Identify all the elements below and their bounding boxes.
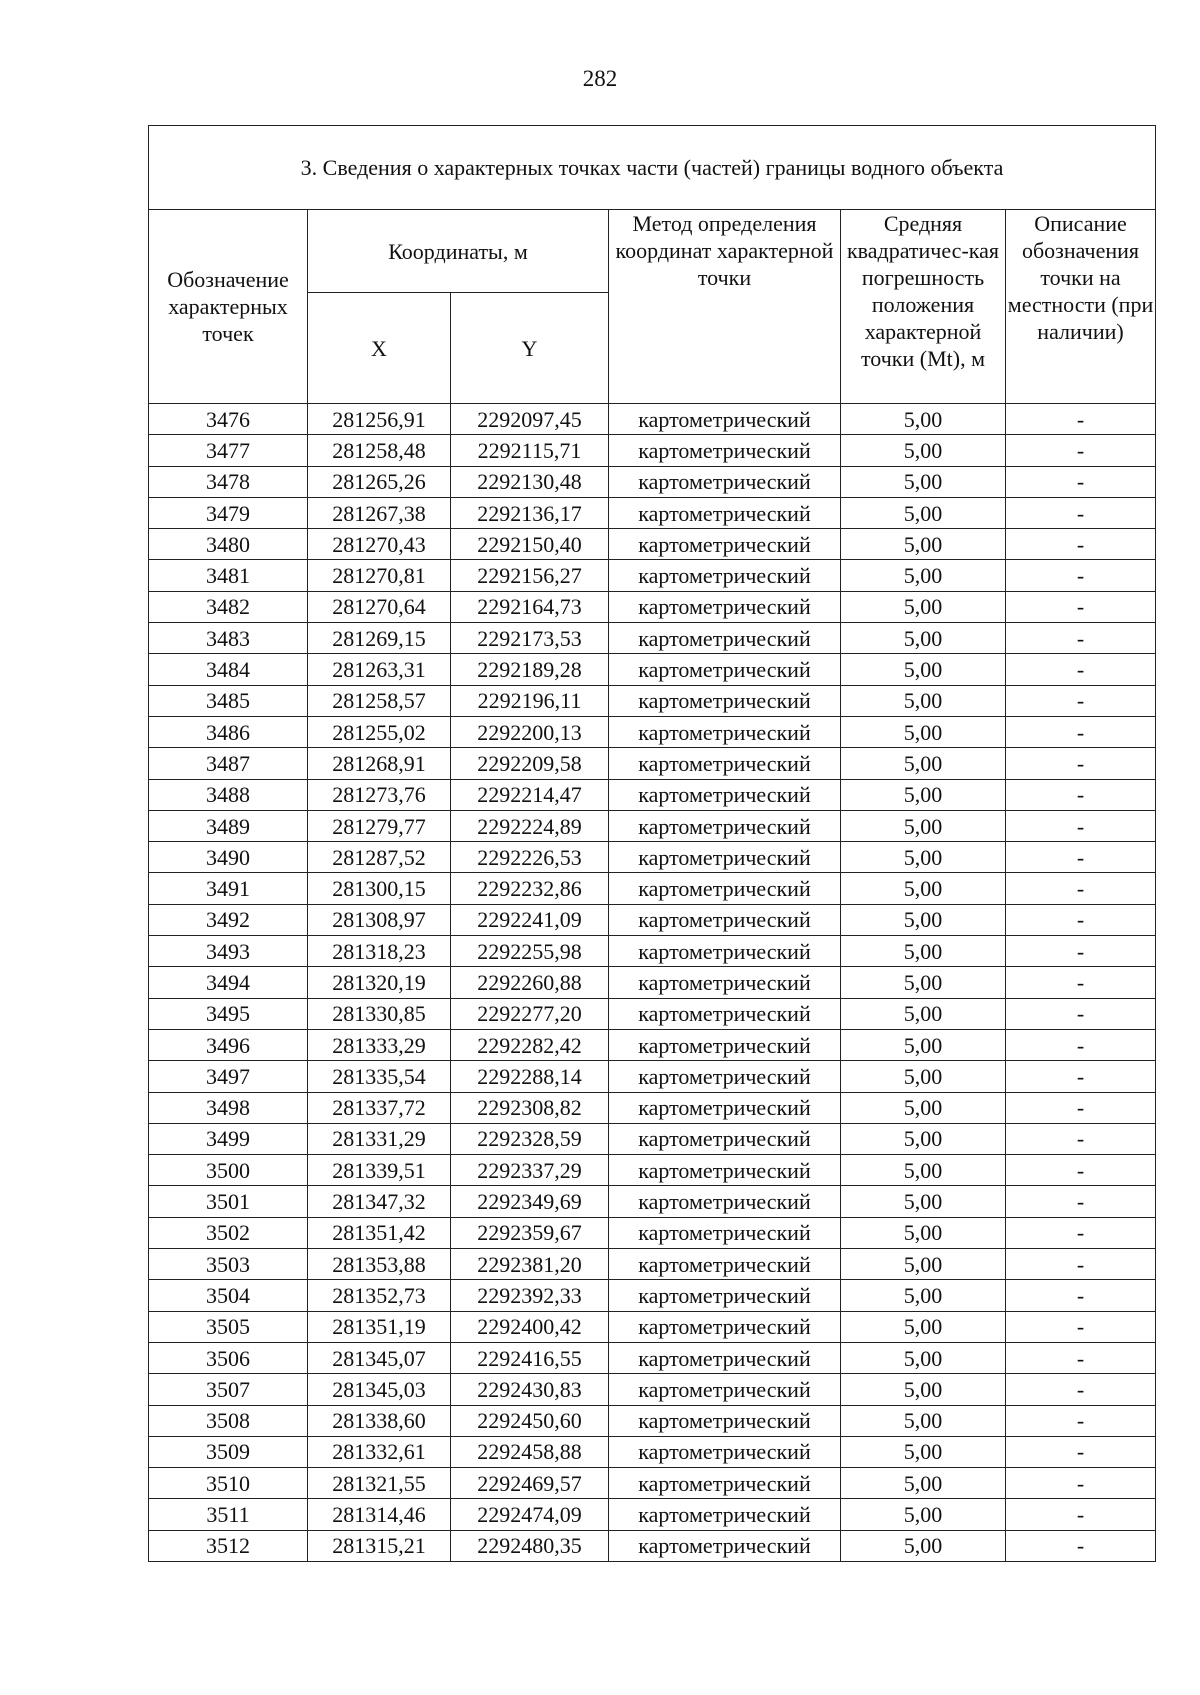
- table-row: [149, 936, 1156, 967]
- point-id-cell: 3507: [149, 1374, 308, 1405]
- x-coordinate-cell: 281258,48: [308, 435, 451, 466]
- error-cell: 5,00: [841, 904, 1006, 935]
- error-cell: 5,00: [841, 560, 1006, 591]
- x-coordinate-cell: 281273,76: [308, 779, 451, 810]
- point-id-cell: 3479: [149, 497, 308, 528]
- table-row: [149, 1217, 1156, 1248]
- header-x: X: [308, 293, 451, 404]
- y-coordinate-cell: 2292226,53: [451, 842, 609, 873]
- x-coordinate-cell: 281320,19: [308, 967, 451, 998]
- point-id-cell: 3493: [149, 936, 308, 967]
- error-cell: 5,00: [841, 748, 1006, 779]
- point-id-cell: 3508: [149, 1405, 308, 1436]
- error-cell: 5,00: [841, 1280, 1006, 1311]
- header-y: Y: [451, 293, 609, 404]
- method-cell: картометрический: [609, 873, 841, 904]
- error-cell: 5,00: [841, 404, 1006, 435]
- point-id-cell: 3481: [149, 560, 308, 591]
- description-cell: -: [1006, 654, 1156, 685]
- y-coordinate-cell: 2292480,35: [451, 1530, 609, 1561]
- method-cell: картометрический: [609, 435, 841, 466]
- y-coordinate-cell: 2292337,29: [451, 1155, 609, 1186]
- error-cell: 5,00: [841, 1468, 1006, 1499]
- description-cell: -: [1006, 1061, 1156, 1092]
- method-cell: картометрический: [609, 560, 841, 591]
- table-body: [149, 404, 1156, 1562]
- method-cell: картометрический: [609, 967, 841, 998]
- y-coordinate-cell: 2292164,73: [451, 591, 609, 622]
- y-coordinate-cell: 2292209,58: [451, 748, 609, 779]
- header-method: Метод определения координат характерной точки: [609, 210, 841, 404]
- description-cell: -: [1006, 529, 1156, 560]
- y-coordinate-cell: 2292474,09: [451, 1499, 609, 1530]
- description-cell: -: [1006, 1280, 1156, 1311]
- method-cell: картометрический: [609, 1374, 841, 1405]
- point-id-cell: 3509: [149, 1436, 308, 1467]
- description-cell: -: [1006, 435, 1156, 466]
- method-cell: картометрический: [609, 1468, 841, 1499]
- table-row: [149, 654, 1156, 685]
- header-designation: Обозначение характерных точек: [149, 210, 308, 404]
- point-id-cell: 3502: [149, 1217, 308, 1248]
- error-cell: 5,00: [841, 967, 1006, 998]
- x-coordinate-cell: 281269,15: [308, 623, 451, 654]
- description-cell: -: [1006, 716, 1156, 747]
- error-cell: 5,00: [841, 1123, 1006, 1154]
- error-cell: 5,00: [841, 654, 1006, 685]
- table-row: [149, 842, 1156, 873]
- table-row: [149, 998, 1156, 1029]
- description-cell: -: [1006, 842, 1156, 873]
- x-coordinate-cell: 281335,54: [308, 1061, 451, 1092]
- y-coordinate-cell: 2292260,88: [451, 967, 609, 998]
- table-row: [149, 1342, 1156, 1373]
- error-cell: 5,00: [841, 1311, 1006, 1342]
- y-coordinate-cell: 2292469,57: [451, 1468, 609, 1499]
- table-row: [149, 1123, 1156, 1154]
- method-cell: картометрический: [609, 1217, 841, 1248]
- method-cell: картометрический: [609, 529, 841, 560]
- method-cell: картометрический: [609, 1029, 841, 1060]
- description-cell: -: [1006, 560, 1156, 591]
- error-cell: 5,00: [841, 810, 1006, 841]
- error-cell: 5,00: [841, 466, 1006, 497]
- table-row: [149, 810, 1156, 841]
- point-id-cell: 3490: [149, 842, 308, 873]
- point-id-cell: 3500: [149, 1155, 308, 1186]
- point-id-cell: 3488: [149, 779, 308, 810]
- table-row: [149, 1280, 1156, 1311]
- description-cell: -: [1006, 497, 1156, 528]
- method-cell: картометрический: [609, 654, 841, 685]
- table-row: [149, 779, 1156, 810]
- error-cell: 5,00: [841, 1061, 1006, 1092]
- y-coordinate-cell: 2292430,83: [451, 1374, 609, 1405]
- method-cell: картометрический: [609, 1405, 841, 1436]
- method-cell: картометрический: [609, 1249, 841, 1280]
- description-cell: -: [1006, 591, 1156, 622]
- error-cell: 5,00: [841, 842, 1006, 873]
- method-cell: картометрический: [609, 1311, 841, 1342]
- table-row: [149, 748, 1156, 779]
- table-row: [149, 1186, 1156, 1217]
- description-cell: -: [1006, 1468, 1156, 1499]
- y-coordinate-cell: 2292400,42: [451, 1311, 609, 1342]
- description-cell: -: [1006, 1530, 1156, 1561]
- point-id-cell: 3477: [149, 435, 308, 466]
- y-coordinate-cell: 2292328,59: [451, 1123, 609, 1154]
- table-row: [149, 1249, 1156, 1280]
- y-coordinate-cell: 2292130,48: [451, 466, 609, 497]
- error-cell: 5,00: [841, 1342, 1006, 1373]
- x-coordinate-cell: 281345,07: [308, 1342, 451, 1373]
- method-cell: картометрический: [609, 1499, 841, 1530]
- error-cell: 5,00: [841, 1092, 1006, 1123]
- x-coordinate-cell: 281352,73: [308, 1280, 451, 1311]
- description-cell: -: [1006, 936, 1156, 967]
- error-cell: 5,00: [841, 529, 1006, 560]
- x-coordinate-cell: 281265,26: [308, 466, 451, 497]
- point-id-cell: 3495: [149, 998, 308, 1029]
- description-cell: -: [1006, 1249, 1156, 1280]
- error-cell: 5,00: [841, 716, 1006, 747]
- header-error: Средняя квадратичес-кая погрешность положения характерной точки (Mt), м: [841, 210, 1006, 404]
- table-row: [149, 1155, 1156, 1186]
- y-coordinate-cell: 2292214,47: [451, 779, 609, 810]
- error-cell: 5,00: [841, 1186, 1006, 1217]
- x-coordinate-cell: 281270,64: [308, 591, 451, 622]
- description-cell: -: [1006, 1186, 1156, 1217]
- y-coordinate-cell: 2292136,17: [451, 497, 609, 528]
- description-cell: -: [1006, 779, 1156, 810]
- x-coordinate-cell: 281256,91: [308, 404, 451, 435]
- point-id-cell: 3483: [149, 623, 308, 654]
- error-cell: 5,00: [841, 591, 1006, 622]
- x-coordinate-cell: 281330,85: [308, 998, 451, 1029]
- x-coordinate-cell: 281270,81: [308, 560, 451, 591]
- header-description: Описание обозначения точки на местности (при наличии): [1006, 210, 1156, 404]
- x-coordinate-cell: 281255,02: [308, 716, 451, 747]
- y-coordinate-cell: 2292359,67: [451, 1217, 609, 1248]
- x-coordinate-cell: 281258,57: [308, 685, 451, 716]
- x-coordinate-cell: 281279,77: [308, 810, 451, 841]
- point-id-cell: 3512: [149, 1530, 308, 1561]
- x-coordinate-cell: 281318,23: [308, 936, 451, 967]
- error-cell: 5,00: [841, 1405, 1006, 1436]
- description-cell: -: [1006, 1436, 1156, 1467]
- x-coordinate-cell: 281308,97: [308, 904, 451, 935]
- method-cell: картометрический: [609, 1092, 841, 1123]
- header-coordinates: Координаты, м: [308, 210, 609, 293]
- point-id-cell: 3501: [149, 1186, 308, 1217]
- description-cell: -: [1006, 810, 1156, 841]
- description-cell: -: [1006, 466, 1156, 497]
- point-id-cell: 3476: [149, 404, 308, 435]
- x-coordinate-cell: 281314,46: [308, 1499, 451, 1530]
- x-coordinate-cell: 281353,88: [308, 1249, 451, 1280]
- point-id-cell: 3482: [149, 591, 308, 622]
- table-row: [149, 591, 1156, 622]
- table-row: [149, 623, 1156, 654]
- point-id-cell: 3487: [149, 748, 308, 779]
- description-cell: -: [1006, 873, 1156, 904]
- error-cell: 5,00: [841, 873, 1006, 904]
- table-row: [149, 967, 1156, 998]
- x-coordinate-cell: 281287,52: [308, 842, 451, 873]
- method-cell: картометрический: [609, 466, 841, 497]
- table-row: [149, 716, 1156, 747]
- y-coordinate-cell: 2292392,33: [451, 1280, 609, 1311]
- x-coordinate-cell: 281345,03: [308, 1374, 451, 1405]
- x-coordinate-cell: 281270,43: [308, 529, 451, 560]
- description-cell: -: [1006, 967, 1156, 998]
- point-id-cell: 3492: [149, 904, 308, 935]
- y-coordinate-cell: 2292282,42: [451, 1029, 609, 1060]
- description-cell: -: [1006, 404, 1156, 435]
- y-coordinate-cell: 2292277,20: [451, 998, 609, 1029]
- page-number: 282: [582, 66, 618, 91]
- x-coordinate-cell: 281321,55: [308, 1468, 451, 1499]
- error-cell: 5,00: [841, 1530, 1006, 1561]
- x-coordinate-cell: 281351,19: [308, 1311, 451, 1342]
- y-coordinate-cell: 2292189,28: [451, 654, 609, 685]
- description-cell: -: [1006, 1155, 1156, 1186]
- y-coordinate-cell: 2292232,86: [451, 873, 609, 904]
- method-cell: картометрический: [609, 1342, 841, 1373]
- y-coordinate-cell: 2292097,45: [451, 404, 609, 435]
- table-row: [149, 1092, 1156, 1123]
- error-cell: 5,00: [841, 1155, 1006, 1186]
- method-cell: картометрический: [609, 1155, 841, 1186]
- table-row: [149, 560, 1156, 591]
- point-id-cell: 3484: [149, 654, 308, 685]
- description-cell: -: [1006, 623, 1156, 654]
- method-cell: картометрический: [609, 497, 841, 528]
- method-cell: картометрический: [609, 904, 841, 935]
- point-id-cell: 3503: [149, 1249, 308, 1280]
- x-coordinate-cell: 281333,29: [308, 1029, 451, 1060]
- method-cell: картометрический: [609, 748, 841, 779]
- method-cell: картометрический: [609, 936, 841, 967]
- table-row: [149, 1061, 1156, 1092]
- point-id-cell: 3498: [149, 1092, 308, 1123]
- x-coordinate-cell: 281267,38: [308, 497, 451, 528]
- description-cell: -: [1006, 1405, 1156, 1436]
- y-coordinate-cell: 2292255,98: [451, 936, 609, 967]
- error-cell: 5,00: [841, 435, 1006, 466]
- error-cell: 5,00: [841, 685, 1006, 716]
- point-id-cell: 3496: [149, 1029, 308, 1060]
- point-id-cell: 3510: [149, 1468, 308, 1499]
- method-cell: картометрический: [609, 1530, 841, 1561]
- method-cell: картометрический: [609, 1186, 841, 1217]
- table-row: [149, 497, 1156, 528]
- error-cell: 5,00: [841, 936, 1006, 967]
- table-row: [149, 1405, 1156, 1436]
- description-cell: -: [1006, 904, 1156, 935]
- point-id-cell: 3486: [149, 716, 308, 747]
- table-row: [149, 1311, 1156, 1342]
- point-id-cell: 3506: [149, 1342, 308, 1373]
- x-coordinate-cell: 281315,21: [308, 1530, 451, 1561]
- table-row: [149, 1468, 1156, 1499]
- method-cell: картометрический: [609, 591, 841, 622]
- x-coordinate-cell: 281332,61: [308, 1436, 451, 1467]
- x-coordinate-cell: 281331,29: [308, 1123, 451, 1154]
- table-row: [149, 466, 1156, 497]
- error-cell: 5,00: [841, 497, 1006, 528]
- y-coordinate-cell: 2292196,11: [451, 685, 609, 716]
- table-row: [149, 873, 1156, 904]
- method-cell: картометрический: [609, 623, 841, 654]
- x-coordinate-cell: 281351,42: [308, 1217, 451, 1248]
- method-cell: картометрический: [609, 716, 841, 747]
- description-cell: -: [1006, 1029, 1156, 1060]
- y-coordinate-cell: 2292173,53: [451, 623, 609, 654]
- error-cell: 5,00: [841, 1217, 1006, 1248]
- error-cell: 5,00: [841, 623, 1006, 654]
- y-coordinate-cell: 2292288,14: [451, 1061, 609, 1092]
- error-cell: 5,00: [841, 1029, 1006, 1060]
- description-cell: -: [1006, 1092, 1156, 1123]
- description-cell: -: [1006, 1499, 1156, 1530]
- point-id-cell: 3480: [149, 529, 308, 560]
- error-cell: 5,00: [841, 1374, 1006, 1405]
- coordinates-table: [148, 125, 1156, 1562]
- y-coordinate-cell: 2292224,89: [451, 810, 609, 841]
- description-cell: -: [1006, 998, 1156, 1029]
- point-id-cell: 3497: [149, 1061, 308, 1092]
- table-row: [149, 1374, 1156, 1405]
- method-cell: картометрический: [609, 1436, 841, 1467]
- x-coordinate-cell: 281347,32: [308, 1186, 451, 1217]
- method-cell: картометрический: [609, 685, 841, 716]
- point-id-cell: 3505: [149, 1311, 308, 1342]
- y-coordinate-cell: 2292381,20: [451, 1249, 609, 1280]
- y-coordinate-cell: 2292156,27: [451, 560, 609, 591]
- table-row: [149, 904, 1156, 935]
- method-cell: картометрический: [609, 1123, 841, 1154]
- y-coordinate-cell: 2292200,13: [451, 716, 609, 747]
- point-id-cell: 3511: [149, 1499, 308, 1530]
- y-coordinate-cell: 2292115,71: [451, 435, 609, 466]
- description-cell: -: [1006, 1374, 1156, 1405]
- x-coordinate-cell: 281339,51: [308, 1155, 451, 1186]
- y-coordinate-cell: 2292241,09: [451, 904, 609, 935]
- x-coordinate-cell: 281337,72: [308, 1092, 451, 1123]
- table-row: [149, 435, 1156, 466]
- description-cell: -: [1006, 1342, 1156, 1373]
- x-coordinate-cell: 281263,31: [308, 654, 451, 685]
- error-cell: 5,00: [841, 1436, 1006, 1467]
- table-row: [149, 1436, 1156, 1467]
- method-cell: картометрический: [609, 779, 841, 810]
- description-cell: -: [1006, 748, 1156, 779]
- method-cell: картометрический: [609, 404, 841, 435]
- table-row: [149, 404, 1156, 435]
- y-coordinate-cell: 2292308,82: [451, 1092, 609, 1123]
- y-coordinate-cell: 2292349,69: [451, 1186, 609, 1217]
- x-coordinate-cell: 281268,91: [308, 748, 451, 779]
- point-id-cell: 3499: [149, 1123, 308, 1154]
- y-coordinate-cell: 2292150,40: [451, 529, 609, 560]
- description-cell: -: [1006, 1123, 1156, 1154]
- error-cell: 5,00: [841, 779, 1006, 810]
- point-id-cell: 3504: [149, 1280, 308, 1311]
- method-cell: картометрический: [609, 1280, 841, 1311]
- table-row: [149, 1530, 1156, 1561]
- point-id-cell: 3491: [149, 873, 308, 904]
- y-coordinate-cell: 2292416,55: [451, 1342, 609, 1373]
- table-row: [149, 1499, 1156, 1530]
- y-coordinate-cell: 2292450,60: [451, 1405, 609, 1436]
- error-cell: 5,00: [841, 998, 1006, 1029]
- method-cell: картометрический: [609, 842, 841, 873]
- method-cell: картометрический: [609, 1061, 841, 1092]
- table-row: [149, 685, 1156, 716]
- table-row: [149, 1029, 1156, 1060]
- point-id-cell: 3478: [149, 466, 308, 497]
- error-cell: 5,00: [841, 1249, 1006, 1280]
- table-title: 3. Сведения о характерных точках части (частей) границы водного объекта: [149, 126, 1156, 210]
- method-cell: картометрический: [609, 998, 841, 1029]
- method-cell: картометрический: [609, 810, 841, 841]
- error-cell: 5,00: [841, 1499, 1006, 1530]
- point-id-cell: 3489: [149, 810, 308, 841]
- description-cell: -: [1006, 1217, 1156, 1248]
- y-coordinate-cell: 2292458,88: [451, 1436, 609, 1467]
- x-coordinate-cell: 281300,15: [308, 873, 451, 904]
- point-id-cell: 3494: [149, 967, 308, 998]
- point-id-cell: 3485: [149, 685, 308, 716]
- x-coordinate-cell: 281338,60: [308, 1405, 451, 1436]
- table-row: [149, 529, 1156, 560]
- description-cell: -: [1006, 1311, 1156, 1342]
- description-cell: -: [1006, 685, 1156, 716]
